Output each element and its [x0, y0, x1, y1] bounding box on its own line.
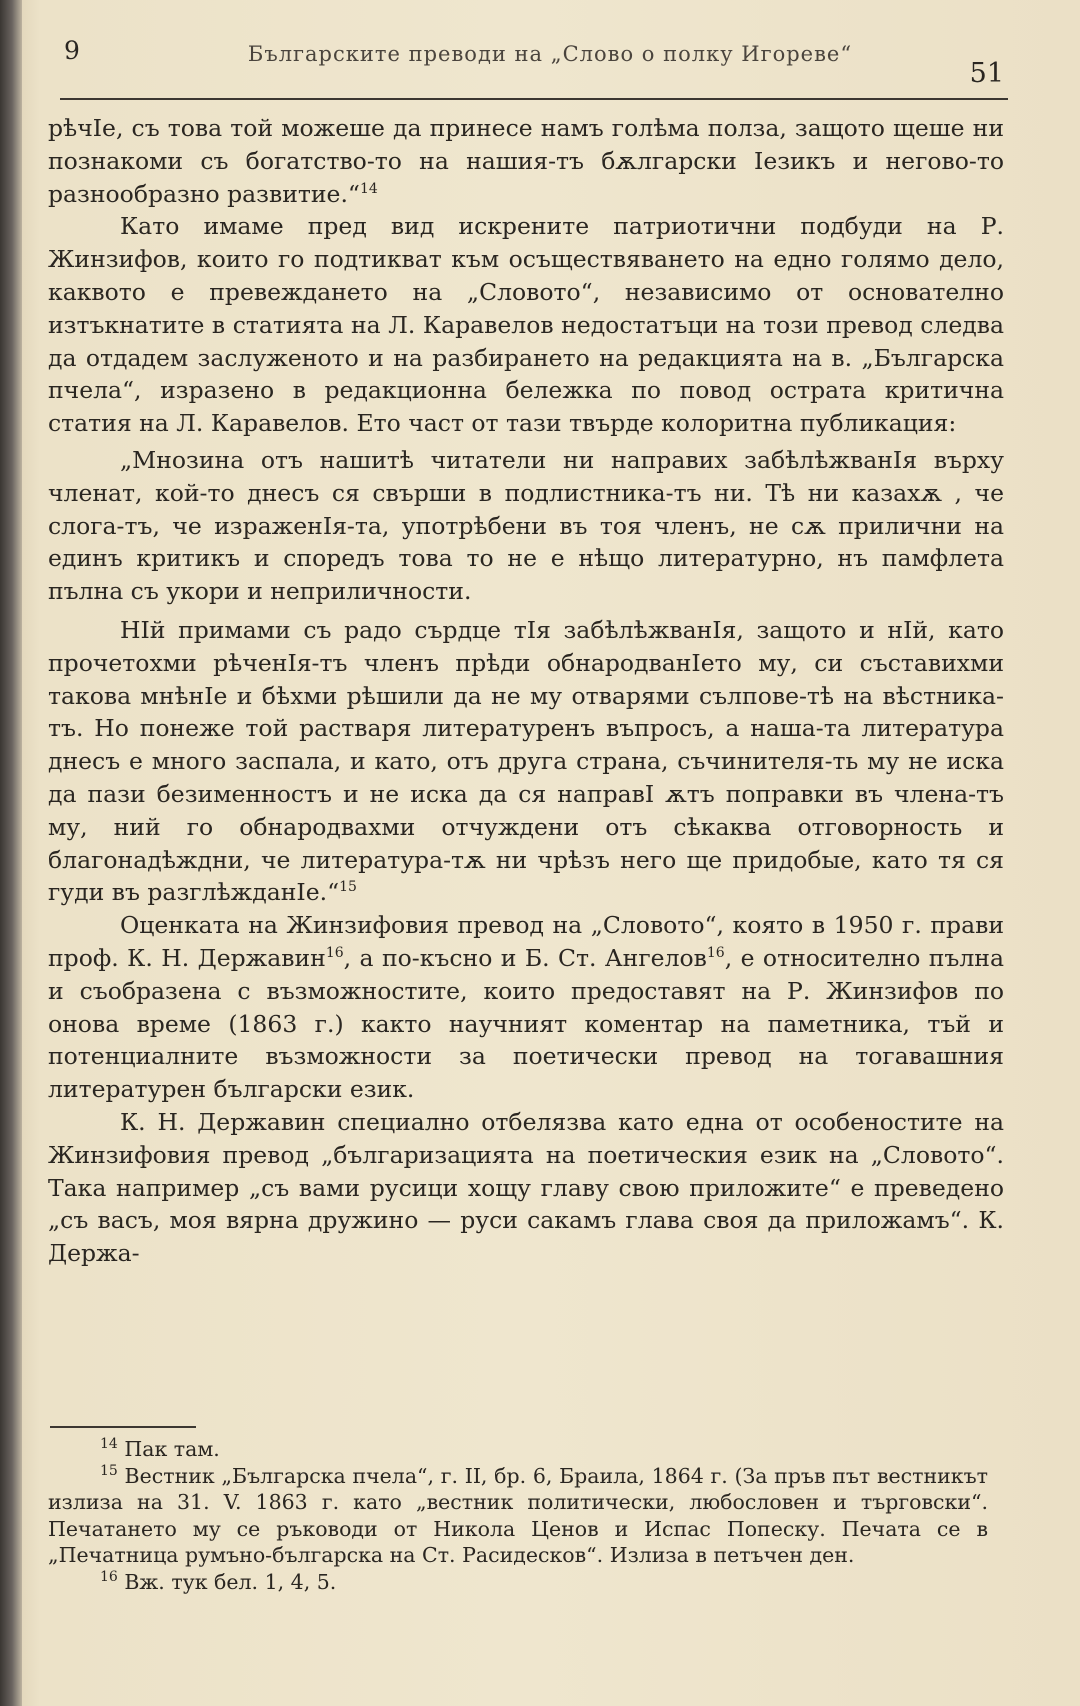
paragraph: Като имаме пред вид искрените патриотични подбуди на Р. Жинзифов, които го подтикват към осъществяването на едно голямо дело, каквото е превеждането на „Словото“, независимо от основателно изтъкнатите в статията на Л. Каравелов недостатъци на този превод следва да отдадем заслуженото и на разбирането на редакцията на в. „Българска пчела“, изразено в редакционна бележка по повод острата критична статия на Л. Каравелов. Ето част от тази твърде колоритна публикация:	[48, 212, 1004, 438]
footnote-divider	[50, 1426, 196, 1428]
paragraph: Оценката на Жинзифовия превод на „Словото“, която в 1950 г. прави проф. К. Н. Державин$^{16}$, а по-късно и Б. Ст. Ангелов$^{16}$, е относително пълна и съобразена с възможностите, които предоставят на Р. Жинзифов по онова време (1863 г.) както научният коментар на паметника, тъй и потенциалните възможности за поетически превод на тогавашния литературен български език.	[48, 911, 1004, 1104]
body-text	[48, 112, 1004, 1270]
quoted-paragraph: „Мнозина отъ нашитѣ читатели ни направих забѣлѣжванІя върху членат, кой-то днесъ ся свърши в подлистника-тъ ни. Тѣ ни казахѫ , че слога-тъ, че израженІя-та, употрѣбени въ тоя членъ, не сѫ прилични на единъ критикъ и споредъ това то не е нѣщо литературно, нъ памфлета пълна съ укори и неприличности.	[48, 445, 1004, 606]
paragraph: рѣчІе, съ това той можеше да принесе намъ голѣма полза, защото щеше ни познакоми съ богатство-то на нашия-тъ бѫлгарски Іезикъ и негово-то разнообразно развитие.“$^{14}$	[48, 114, 1004, 208]
book-spine-shadow	[0, 0, 22, 1706]
footnote-number: 15	[100, 1462, 118, 1479]
quoted-paragraph: НІй примами съ радо сърдце тІя забѣлѣжванІя, защото и нІй, като прочетохми рѣченІя-тъ членъ прѣди обнародванІето му, си съставихми такова мнѣнІе и бѣхми рѣшили да не му отварями сълпове-тѣ на вѣстника-тъ. Но понеже той растваря литературенъ въпросъ, а наша-та литература днесъ е много заспала, и като, отъ друга страна, съчинителя-ть му не иска да пази безименностъ и не иска да ся направІ ѫтъ поправки въ члена-тъ му, ний го обнародвахми отчуждени отъ сѣкаква отговорность и благонадѣждни, че литература-тѫ ни чрѣзъ него ще придобые, като тя ся гуди въ разглѣжданІе.“$^{15}$	[48, 615, 1004, 907]
footnote-number: 16	[100, 1568, 118, 1585]
signature-mark: 9	[64, 36, 80, 65]
footnote: $^{14}$ Пак там.	[100, 1436, 220, 1461]
footnote-number: 14	[100, 1436, 118, 1453]
paragraph: К. Н. Державин специално отбелязва като една от особеностите на Жинзифовия превод „българизацията на поетическия език на „Словото“. Така например „съ вами русици хощу главу свою приложите“ е преведено „съ васъ, моя вярна дружино — руси сакамъ глава своя да приложамъ“. К. Держа-	[48, 1107, 1004, 1268]
footnotes	[48, 1436, 988, 1595]
footnote-ref: 16	[706, 945, 725, 962]
running-title: Българските преводи на „Слово о полку Игореве“	[247, 42, 853, 66]
page-number: 51	[969, 58, 1004, 89]
footnote-ref: 15	[339, 879, 357, 896]
footnote: $^{15}$ Вестник „Българска пчела“, г. II, бр. 6, Браила, 1864 г. (За пръв път вестникът излиза на 31. V. 1863 г. като „вестник политически, любословен и търговски“. Печатането му се ръководи от Никола Ценов и Испас Попеску. Печата се в „Печатница румъно-българска на Ст. Расидесков“. Излиза в петъчен ден.	[48, 1462, 988, 1567]
footnote-ref: 16	[325, 945, 344, 962]
page-header	[60, 36, 1008, 100]
footnote-ref: 14	[359, 180, 378, 197]
footnote: $^{16}$ Вж. тук бел. 1, 4, 5.	[100, 1568, 337, 1594]
